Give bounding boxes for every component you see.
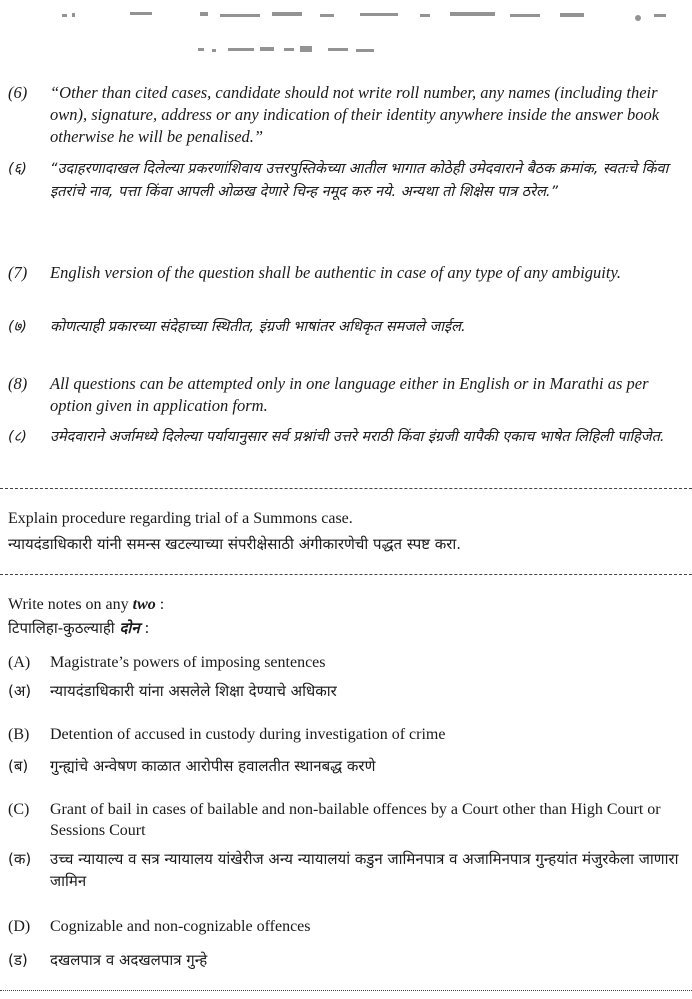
instruction-6-en xyxy=(8,82,686,148)
item-text: गुन्ह्यांचे अन्वेषण काळात आरोपीस हवालतीत स्थानबद्ध करणे xyxy=(50,757,376,775)
item-label: (D) xyxy=(8,918,31,935)
note-item-c-mr xyxy=(8,848,686,892)
section-divider xyxy=(0,574,692,575)
item-label: (ब) xyxy=(8,757,29,775)
instruction-text: All questions can be attempted only in one language either in English or in Marathi as per option given in application form. xyxy=(50,374,649,415)
item-label: (क) xyxy=(8,850,32,868)
item-text: न्यायदंडाधिकारी यांना असलेले शिक्षा देण्याचे अधिकार xyxy=(50,682,337,700)
question-1-mr: न्यायदंडाधिकारी यांनी समन्स खटल्याच्या संपरीक्षेसाठी अंगीकारणेची पद्धत स्पष्ट करा. xyxy=(8,535,462,553)
q2-en-suffix: : xyxy=(155,596,165,613)
instruction-7-en xyxy=(8,262,686,284)
instruction-8-en xyxy=(8,373,686,417)
instruction-8-mr xyxy=(8,426,686,449)
q2-en-prefix: Write notes on any xyxy=(8,596,133,613)
item-label: (C) xyxy=(8,801,30,818)
q2-mr-prefix: टिपालिहा-कुठल्याही xyxy=(8,619,120,637)
instruction-number: (६) xyxy=(8,161,27,177)
instruction-6-mr xyxy=(8,158,686,204)
q2-mr-emph: दोन xyxy=(119,619,140,637)
note-item-a-en xyxy=(8,652,686,673)
note-item-d-en xyxy=(8,916,686,937)
note-item-b-en xyxy=(8,724,686,745)
note-item-c-en xyxy=(8,799,686,841)
instruction-text: English version of the question shall be authentic in case of any type of any ambiguity. xyxy=(50,263,621,282)
instruction-number: (8) xyxy=(8,374,28,393)
question-1 xyxy=(8,508,686,555)
note-item-a-mr xyxy=(8,680,686,702)
q2-mr-suffix: : xyxy=(139,619,150,637)
note-item-d-mr xyxy=(8,949,686,971)
item-text: Cognizable and non-cognizable offences xyxy=(50,918,311,935)
item-text: Magistrate’s powers of imposing sentences xyxy=(50,654,326,671)
instruction-text: “Other than cited cases, candidate should not write roll number, any names (including their own), signature, address or any indication of their identity anywhere inside the answer book otherwise he will be penalised.” xyxy=(50,83,660,146)
question-2-mr xyxy=(8,617,686,639)
item-text: Grant of bail in cases of bailable and non-bailable offences by a Court other than High Court or Sessions Court xyxy=(50,801,661,839)
item-text: दखलपात्र व अदखलपात्र गुन्हे xyxy=(50,951,208,969)
instruction-text: कोणत्याही प्रकारच्या संदेहाच्या स्थितीत, इंग्रजी भाषांतर अधिकृत समजले जाईल. xyxy=(50,319,466,335)
item-text: Detention of accused in custody during investigation of crime xyxy=(50,726,446,743)
instruction-number: (7) xyxy=(8,263,28,282)
question-2-heading xyxy=(8,594,686,639)
instruction-text: उमेदवाराने अर्जामध्ये दिलेल्या पर्यायानुसार सर्व प्रश्नांची उत्तरे मराठी किंवा इंग्रजी यापैकी एकाच भाषेत लिहिली पाहिजेत. xyxy=(50,429,665,445)
bottom-divider xyxy=(0,990,692,991)
scan-noise-graphic xyxy=(60,6,680,66)
instruction-number: (७) xyxy=(8,319,27,335)
item-label: (अ) xyxy=(8,682,32,700)
instruction-number: (6) xyxy=(8,83,28,102)
section-divider xyxy=(0,488,692,489)
instruction-7-mr xyxy=(8,316,686,339)
note-item-b-mr xyxy=(8,755,686,777)
instruction-number: (८) xyxy=(8,429,27,445)
question-2-en xyxy=(8,594,686,615)
q2-en-emph: two xyxy=(132,596,156,613)
instruction-text: “उदाहरणादाखल दिलेल्या प्रकरणांशिवाय उत्तरपुस्तिकेच्या आतील भागात कोठेही उमेदवाराने बैठक क्रमांक, स्वतःचे किंवा इतरांचे नाव, पत्ता किंवा आपली ओळख देणारे चिन्ह नमूद करु नये. अन्यथा तो शिक्षेस पात्र ठरेल.” xyxy=(50,161,669,200)
item-label: (B) xyxy=(8,726,30,743)
item-label: (ड) xyxy=(8,951,28,969)
item-text: उच्च न्यायाल्य व सत्र न्यायालय यांखेरीज अन्य न्यायालयां कडुन जामिनपात्र व अजामिनपात्र गुन्हयांत मंजुरकेला जाणारा जामिन xyxy=(50,850,679,890)
header-scan-noise xyxy=(60,6,680,66)
question-1-en: Explain procedure regarding trial of a Summons case. xyxy=(8,510,353,527)
item-label: (A) xyxy=(8,654,31,671)
